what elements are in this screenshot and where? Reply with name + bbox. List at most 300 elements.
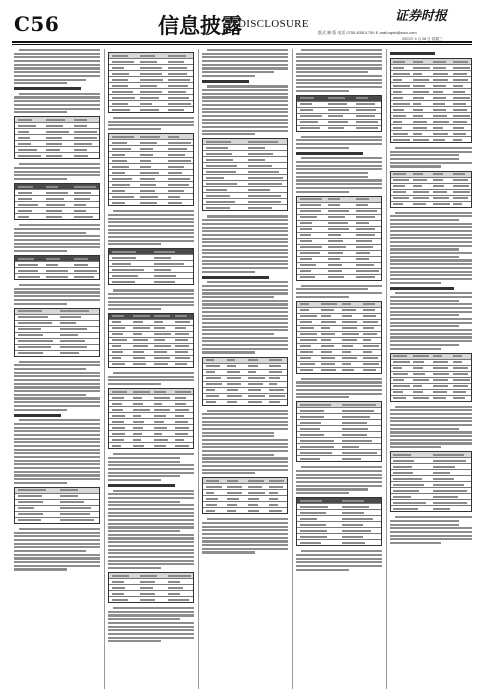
table-cell: [168, 61, 185, 63]
section-heading: [14, 87, 81, 90]
table-cell: [112, 202, 125, 204]
text-line: [14, 232, 86, 234]
text-line: [108, 128, 161, 130]
data-table: [108, 313, 194, 368]
table-cell: [60, 519, 94, 521]
table-cell: [453, 173, 465, 175]
table-cell: [248, 171, 279, 173]
table-cell: [60, 334, 78, 336]
text-line: [202, 428, 288, 430]
table-cell: [356, 210, 377, 212]
table-cell: [393, 355, 406, 357]
table-cell: [74, 210, 86, 212]
text-line: [202, 344, 288, 346]
table-cell: [453, 73, 467, 75]
text-line: [202, 300, 288, 302]
text-line: [390, 336, 472, 338]
text-line: [14, 108, 100, 110]
text-line: [108, 515, 194, 517]
text-line: [108, 618, 180, 620]
text-line: [296, 470, 382, 472]
text-line: [202, 64, 288, 66]
table-cell: [112, 415, 126, 417]
table-cell: [227, 377, 242, 379]
text-line: [113, 289, 194, 291]
table-cell: [248, 207, 272, 209]
table-cell: [413, 379, 428, 381]
text-line: [390, 542, 441, 544]
section-heading: [14, 414, 61, 417]
table-cell: [140, 55, 156, 57]
text-line: [14, 405, 100, 407]
table-row: [109, 279, 193, 284]
text-line: [390, 527, 472, 529]
table-cell: [18, 258, 35, 260]
text-line: [14, 568, 67, 570]
text-line: [390, 424, 472, 426]
table-cell: [342, 428, 368, 430]
table-cell: [112, 427, 126, 429]
text-line: [14, 379, 100, 381]
table-cell: [269, 383, 278, 385]
table-cell: [248, 480, 264, 482]
table-cell: [342, 536, 363, 538]
text-line: [296, 485, 382, 487]
table-cell: [206, 504, 218, 506]
table-cell: [363, 357, 379, 359]
table-cell: [46, 270, 68, 272]
table-cell: [328, 276, 344, 278]
text-line: [14, 364, 100, 366]
text-line: [301, 157, 382, 159]
table-cell: [433, 91, 443, 93]
table-cell: [413, 67, 430, 69]
table-cell: [328, 121, 349, 123]
table-cell: [175, 427, 190, 429]
table-cell: [393, 203, 403, 205]
table-cell: [393, 367, 401, 369]
table-cell: [154, 427, 168, 429]
text-line: [207, 215, 288, 217]
table-cell: [300, 452, 333, 454]
table-row: [15, 153, 99, 158]
table-cell: [60, 340, 85, 342]
table-cell: [328, 270, 342, 272]
table-cell: [175, 445, 190, 447]
text-line: [108, 229, 194, 231]
text-line: [395, 147, 472, 149]
text-line: [14, 434, 100, 436]
data-table: [296, 497, 382, 546]
table-cell: [342, 303, 351, 305]
text-line: [202, 340, 288, 342]
table-row: [391, 396, 471, 401]
table-cell: [227, 389, 238, 391]
table-cell: [300, 536, 327, 538]
table-cell: [300, 357, 311, 359]
table-cell: [300, 524, 326, 526]
text-line: [14, 75, 100, 77]
table-cell: [300, 518, 318, 520]
column-divider: [386, 49, 387, 689]
text-line: [19, 528, 100, 530]
table-cell: [453, 379, 469, 381]
text-line: [202, 238, 288, 240]
table-cell: [413, 185, 421, 187]
section-heading: [390, 287, 454, 290]
text-line: [202, 245, 288, 247]
table-cell: [356, 258, 369, 260]
text-line: [202, 529, 288, 531]
table-cell: [269, 492, 278, 494]
section-heading: [296, 152, 363, 155]
table-cell: [227, 365, 237, 367]
table-cell: [168, 91, 186, 93]
table-cell: [206, 486, 222, 488]
data-table: [14, 255, 100, 280]
table-cell: [206, 159, 233, 161]
table-cell: [321, 327, 330, 329]
text-line: [390, 303, 472, 305]
text-line: [14, 368, 86, 370]
table-cell: [60, 507, 91, 509]
table-cell: [356, 228, 376, 230]
table-cell: [321, 315, 331, 317]
table-cell: [393, 85, 409, 87]
table-cell: [300, 530, 327, 532]
table-cell: [342, 512, 364, 514]
table-cell: [300, 369, 313, 371]
table-cell: [356, 240, 373, 242]
table-cell: [300, 410, 324, 412]
table-cell: [18, 149, 38, 151]
table-cell: [154, 263, 185, 265]
text-line: [113, 117, 194, 119]
text-line: [108, 512, 194, 514]
table-cell: [133, 439, 141, 441]
text-line: [202, 104, 288, 106]
masthead-rule: [12, 41, 472, 43]
text-line: [202, 285, 288, 287]
text-line: [202, 413, 288, 415]
table-cell: [112, 67, 125, 69]
table-cell: [356, 216, 376, 218]
table-cell: [413, 115, 423, 117]
text-line: [296, 554, 382, 556]
table-cell: [140, 142, 157, 144]
text-line: [390, 154, 459, 156]
text-line: [14, 53, 100, 55]
text-line: [108, 519, 194, 521]
table-cell: [133, 391, 150, 393]
table-cell: [363, 333, 378, 335]
text-line: [14, 178, 67, 180]
text-line: [108, 301, 194, 303]
table-cell: [248, 498, 260, 500]
table-cell: [453, 185, 469, 187]
table-cell: [342, 446, 359, 448]
text-line: [14, 96, 100, 98]
text-line: [296, 75, 382, 77]
table-cell: [133, 403, 144, 405]
table-cell: [433, 127, 442, 129]
table-cell: [248, 401, 263, 403]
text-line: [202, 241, 288, 243]
table-cell: [321, 369, 337, 371]
text-line: [202, 329, 288, 331]
table-cell: [342, 542, 366, 544]
table-cell: [356, 115, 375, 117]
text-line: [14, 235, 100, 237]
data-table: [296, 196, 382, 281]
table-cell: [112, 196, 134, 198]
table-cell: [342, 363, 352, 365]
table-cell: [140, 184, 156, 186]
text-line: [390, 256, 459, 258]
text-line: [202, 322, 288, 324]
table-cell: [300, 315, 317, 317]
table-cell: [46, 186, 58, 188]
table-cell: [18, 143, 32, 145]
table-cell: [18, 192, 32, 194]
table-cell: [433, 466, 454, 468]
text-line: [390, 226, 472, 228]
table-cell: [393, 173, 405, 175]
text-line: [390, 329, 472, 331]
table-cell: [112, 333, 123, 335]
table-cell: [18, 489, 47, 491]
text-line: [14, 478, 100, 480]
text-line: [14, 539, 100, 541]
table-cell: [393, 361, 409, 363]
table-cell: [18, 216, 30, 218]
text-line: [207, 410, 288, 412]
table-cell: [112, 73, 129, 75]
table-cell: [300, 321, 312, 323]
text-line: [390, 311, 472, 313]
table-cell: [453, 139, 462, 141]
text-line: [301, 136, 382, 138]
table-cell: [393, 454, 410, 456]
table-cell: [206, 492, 215, 494]
table-cell: [46, 264, 59, 266]
table-cell: [433, 379, 448, 381]
table-row: [297, 275, 381, 280]
table-cell: [112, 148, 132, 150]
text-line: [390, 325, 459, 327]
table-row: [391, 137, 471, 142]
table-cell: [248, 195, 282, 197]
text-line: [202, 337, 288, 339]
table-cell: [140, 136, 160, 138]
table-cell: [140, 85, 157, 87]
table-row: [15, 351, 99, 356]
section-heading: [202, 276, 269, 279]
text-line: [296, 56, 382, 58]
table-cell: [175, 433, 188, 435]
table-cell: [168, 103, 191, 105]
table-cell: [300, 446, 334, 448]
table-cell: [112, 409, 124, 411]
text-line: [108, 567, 161, 569]
table-cell: [328, 103, 347, 105]
text-line: [14, 449, 100, 451]
table-cell: [140, 79, 163, 81]
table-cell: [168, 148, 188, 150]
table-cell: [154, 433, 162, 435]
text-line: [301, 49, 382, 51]
table-cell: [328, 252, 344, 254]
text-line: [202, 333, 274, 335]
table-cell: [74, 143, 92, 145]
text-line: [108, 622, 194, 624]
table-cell: [133, 327, 151, 329]
text-line: [202, 537, 288, 539]
table-cell: [46, 276, 68, 278]
table-cell: [248, 153, 273, 155]
text-line: [202, 130, 288, 132]
text-line: [202, 457, 288, 459]
table-cell: [248, 159, 265, 161]
table-cell: [413, 179, 426, 181]
text-line: [19, 361, 100, 363]
table-cell: [300, 428, 320, 430]
text-line: [14, 532, 100, 534]
table-cell: [363, 321, 379, 323]
table-cell: [112, 439, 125, 441]
table-cell: [342, 327, 357, 329]
table-cell: [140, 196, 158, 198]
table-cell: [140, 154, 154, 156]
table-cell: [112, 97, 136, 99]
table-cell: [433, 191, 446, 193]
table-cell: [175, 357, 190, 359]
table-cell: [413, 61, 423, 63]
table-cell: [168, 109, 184, 111]
text-line: [390, 535, 472, 537]
table-cell: [206, 401, 217, 403]
table-cell: [300, 127, 320, 129]
text-line: [108, 633, 194, 635]
table-cell: [206, 371, 215, 373]
table-cell: [227, 395, 243, 397]
text-line: [14, 303, 67, 305]
text-line: [14, 535, 100, 537]
table-row: [15, 214, 99, 219]
text-line: [296, 561, 382, 563]
table-cell: [433, 460, 466, 462]
table-cell: [227, 486, 242, 488]
text-line: [296, 292, 382, 294]
table-cell: [342, 416, 371, 418]
table-cell: [342, 345, 354, 347]
text-line: [14, 543, 100, 545]
table-cell: [74, 119, 87, 121]
table-cell: [154, 351, 168, 353]
text-line: [390, 524, 459, 526]
text-line: [108, 308, 161, 310]
text-line: [108, 614, 194, 616]
text-line: [202, 100, 288, 102]
table-cell: [328, 222, 348, 224]
text-line: [390, 215, 472, 217]
table-cell: [300, 345, 312, 347]
table-cell: [154, 391, 167, 393]
text-line: [202, 271, 255, 273]
text-line: [14, 550, 86, 552]
text-line: [390, 278, 472, 280]
table-cell: [74, 149, 87, 151]
text-line: [202, 533, 288, 535]
column-3: [202, 49, 288, 689]
table-cell: [300, 542, 321, 544]
table-cell: [433, 454, 464, 456]
table-cell: [433, 85, 446, 87]
table-cell: [300, 309, 309, 311]
table-cell: [140, 97, 159, 99]
text-line: [202, 89, 288, 91]
table-cell: [413, 385, 422, 387]
text-line: [108, 497, 194, 499]
table-cell: [154, 357, 170, 359]
table-cell: [413, 361, 423, 363]
table-cell: [175, 333, 189, 335]
text-line: [296, 492, 349, 494]
table-cell: [363, 351, 373, 353]
section-heading: [390, 52, 435, 55]
data-table: [202, 357, 288, 406]
table-cell: [413, 103, 421, 105]
text-line: [202, 318, 288, 320]
table-cell: [433, 97, 446, 99]
text-line: [395, 292, 472, 294]
table-cell: [112, 339, 128, 341]
text-line: [296, 90, 349, 92]
table-cell: [248, 486, 263, 488]
text-line: [390, 442, 472, 444]
table-cell: [60, 310, 90, 312]
table-cell: [393, 115, 406, 117]
table-cell: [453, 115, 469, 117]
table-cell: [140, 166, 152, 168]
text-line: [108, 236, 194, 238]
table-cell: [453, 67, 470, 69]
text-line: [202, 548, 288, 550]
text-line: [390, 344, 459, 346]
table-cell: [206, 153, 232, 155]
table-cell: [453, 127, 463, 129]
section-title: 信息披露: [158, 13, 242, 38]
table-cell: [269, 401, 280, 403]
table-cell: [321, 321, 337, 323]
table-cell: [453, 367, 468, 369]
table-row: [297, 368, 381, 373]
table-cell: [168, 160, 191, 162]
table-cell: [168, 142, 192, 144]
text-line: [390, 446, 441, 448]
section-title-en: DISCLOSURE: [238, 18, 309, 30]
table-cell: [46, 210, 63, 212]
table-cell: [18, 204, 39, 206]
table-cell: [74, 198, 90, 200]
text-line: [14, 375, 100, 377]
table-cell: [393, 79, 402, 81]
text-line: [296, 143, 382, 145]
text-line: [108, 225, 194, 227]
table-cell: [227, 383, 242, 385]
table-cell: [393, 490, 419, 492]
text-line: [390, 223, 472, 225]
